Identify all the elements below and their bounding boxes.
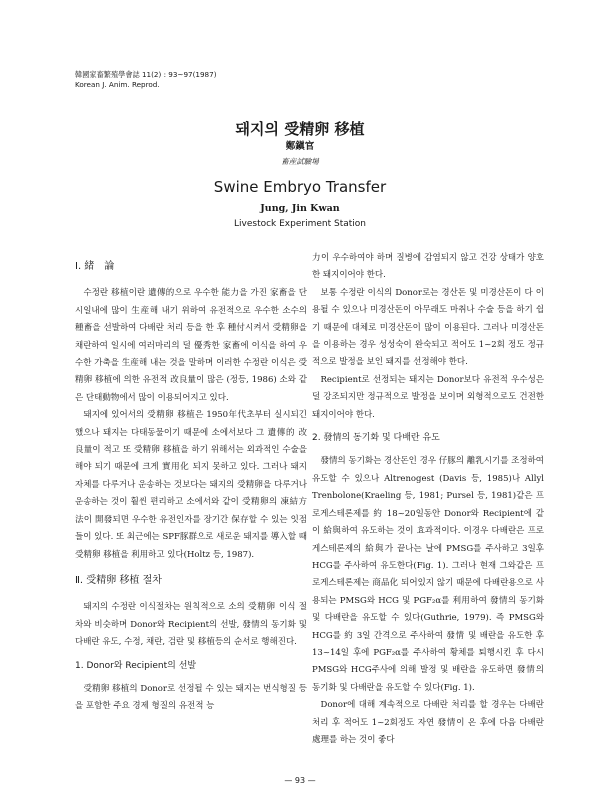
paragraph: 受精卵 移植의 Donor로 선정될 수 있는 돼지는 번식형질 등을 포함한 주요 경제 형질의 유전적 능 [75,683,307,712]
section-heading-introduction: Ⅰ. 緒 論 [75,261,115,272]
subsection-heading-estrus-synchronization: 2. 發情의 동기화 및 다배란 유도 [312,433,440,444]
journal-line-ko: 韓國家畜繁殖學會誌 11(2) : 93~97(1987) [75,70,217,79]
journal-line-en: Korean J. Anim. Reprod. [75,80,160,89]
section-heading-procedure: Ⅱ. 受精卵 移植 절차 [75,574,162,586]
paragraph: Recipient로 선정되는 돼지는 Donor보다 유전적 우수성은 덜 강조되지만 정규적으로 발정을 보이며 외형적으로도 건전한 돼지이어야 한다. [312,374,544,420]
author-korean: 鄭鎭官 [285,141,315,152]
subsection-heading-selection: 1. Donor와 Recipient의 선발 [75,660,197,671]
title-korean: 돼지의 受精卵 移植 [235,120,365,138]
paragraph: 돼지에 있어서의 受精卵 移植은 1950年代초부터 실시되긴 했으나 돼지는 다태동물이기 때문에 소에서보다 그 遺傳的 改良量이 적고 또 受精卵 移植을 하기 위해서는 외과적인 수술을 해야 되기 때문에 크게 實用化 되지 못하고 있다. 그러나 돼지 자체를 다루거나 운송하는 것보다는 돼지의 受精卵을 다루거나 운송하는 것이 훨씬 편리하고 소에서와 같이 受精卵의 凍結方法이 開發되면 우수한 유전인자를 장기간 保存할 수 있는 잇점들이 있다. 또 최근에는 SPF豚群으로 새로운 돼지를 導入할 때 受精卵 移植을 利用하고 있다(Holtz 등, 1987). [75,410,307,560]
paragraph: 力이 우수하여야 하며 질병에 감염되지 않고 건강 상태가 양호한 돼지이어야 한다. [312,253,544,281]
affiliation-korean: 畜産試驗場 [281,157,319,166]
right-column [312,250,544,749]
left-column [75,250,307,716]
paragraph: Donor에 대해 계속적으로 다배란 처리를 할 경우는 다배란 처리 후 적어도 1~2회정도 자연 發情이 온 후에 다음 다배란 處理를 하는 것이 좋다 [312,700,544,745]
paragraph: 보통 수정란 이식의 Donor로는 경산돈 및 미경산돈이 다 이용될 수 있으나 미경산돈이 아무래도 마취나 수술 등을 하기 쉽기 때문에 대체로 미경산돈이 많이 이용된다. 그러나 미경산돈을 이용하는 경우 성성숙이 완숙되고 적어도 1~2회 정도 정규적으로 발정을 보인 돼지를 선정해야 한다. [312,287,544,368]
affiliation-english: Livestock Experiment Station [234,219,366,229]
title-english: Swine Embryo Transfer [213,178,387,196]
paragraph: 發情의 동기화는 경산돈인 경우 仔豚의 離乳시기를 조정하여 유도할 수 있으나 Altrenogest (Davis 등, 1985)나 Allyl Trenbolone(Kraeling 등, 1981; Pursel 등, 1981)같은 프로게스테론제를 約 18~20일동안 Donor와 Recipient에 같이 給與하여 유도하는 것이 효과적이다. 이경우 다배란은 프로게스테론제의 給與가 끝나는 날에 PMSG를 주사하고 3일후 HCG를 주사하여 유도한다(Fig. 1). 그러나 현재 그와같은 프로게스테론제는 商品化 되어있지 않기 때문에 다배란용으로 사용되는 PMSG와 HCG 및 PGF₂α를 利用하여 發情의 동기화 및 다배란을 유도할 수 있다(Guthrie, 1979). 즉 PMSG와 HCG를 約 3일 간격으로 주사하여 發情 및 배란을 유도한 후 13~14일 후에 PGF₂α를 주사하여 황체를 퇴행시킨 후 다시 PMSG와 HCG주사에 의해 발정 및 배란을 유도하면 發情의 동기화 및 다배란을 유도할 수 있다(Fig. 1). [312,456,544,693]
page-number: — 93 — [284,776,316,785]
paragraph: 돼지의 수정란 이식절차는 원칙적으로 소의 受精卵 이식 절차와 비슷하며 Donor와 Recipient의 선발, 發情의 동기화 및 다배란 유도, 수정, 채란, 검란 및 移植등의 순서로 행해진다. [75,602,307,648]
journal-citation [75,70,217,90]
paragraph: 수정란 移植이란 遺傳的으로 우수한 能力을 가진 家畜을 단시일내에 많이 生産해 내기 위하여 유전적으로 우수한 소수의 種畜을 선발하여 다배란 처리 등을 한 후 種付시켜서 受精卵을 채란하여 일시에 여러마리의 덜 優秀한 家畜에 이식을 하여 우수한 가축을 生産해 내는 것을 말하며 이러한 수정란 이식은 受精卵 移植에 의한 유전적 改良量이 많은 (정등, 1986) 소와 같은 단태動物에서 많이 이용되어지고 있다. [75,288,307,403]
author-english: Jung, Jin Kwan [260,203,340,214]
